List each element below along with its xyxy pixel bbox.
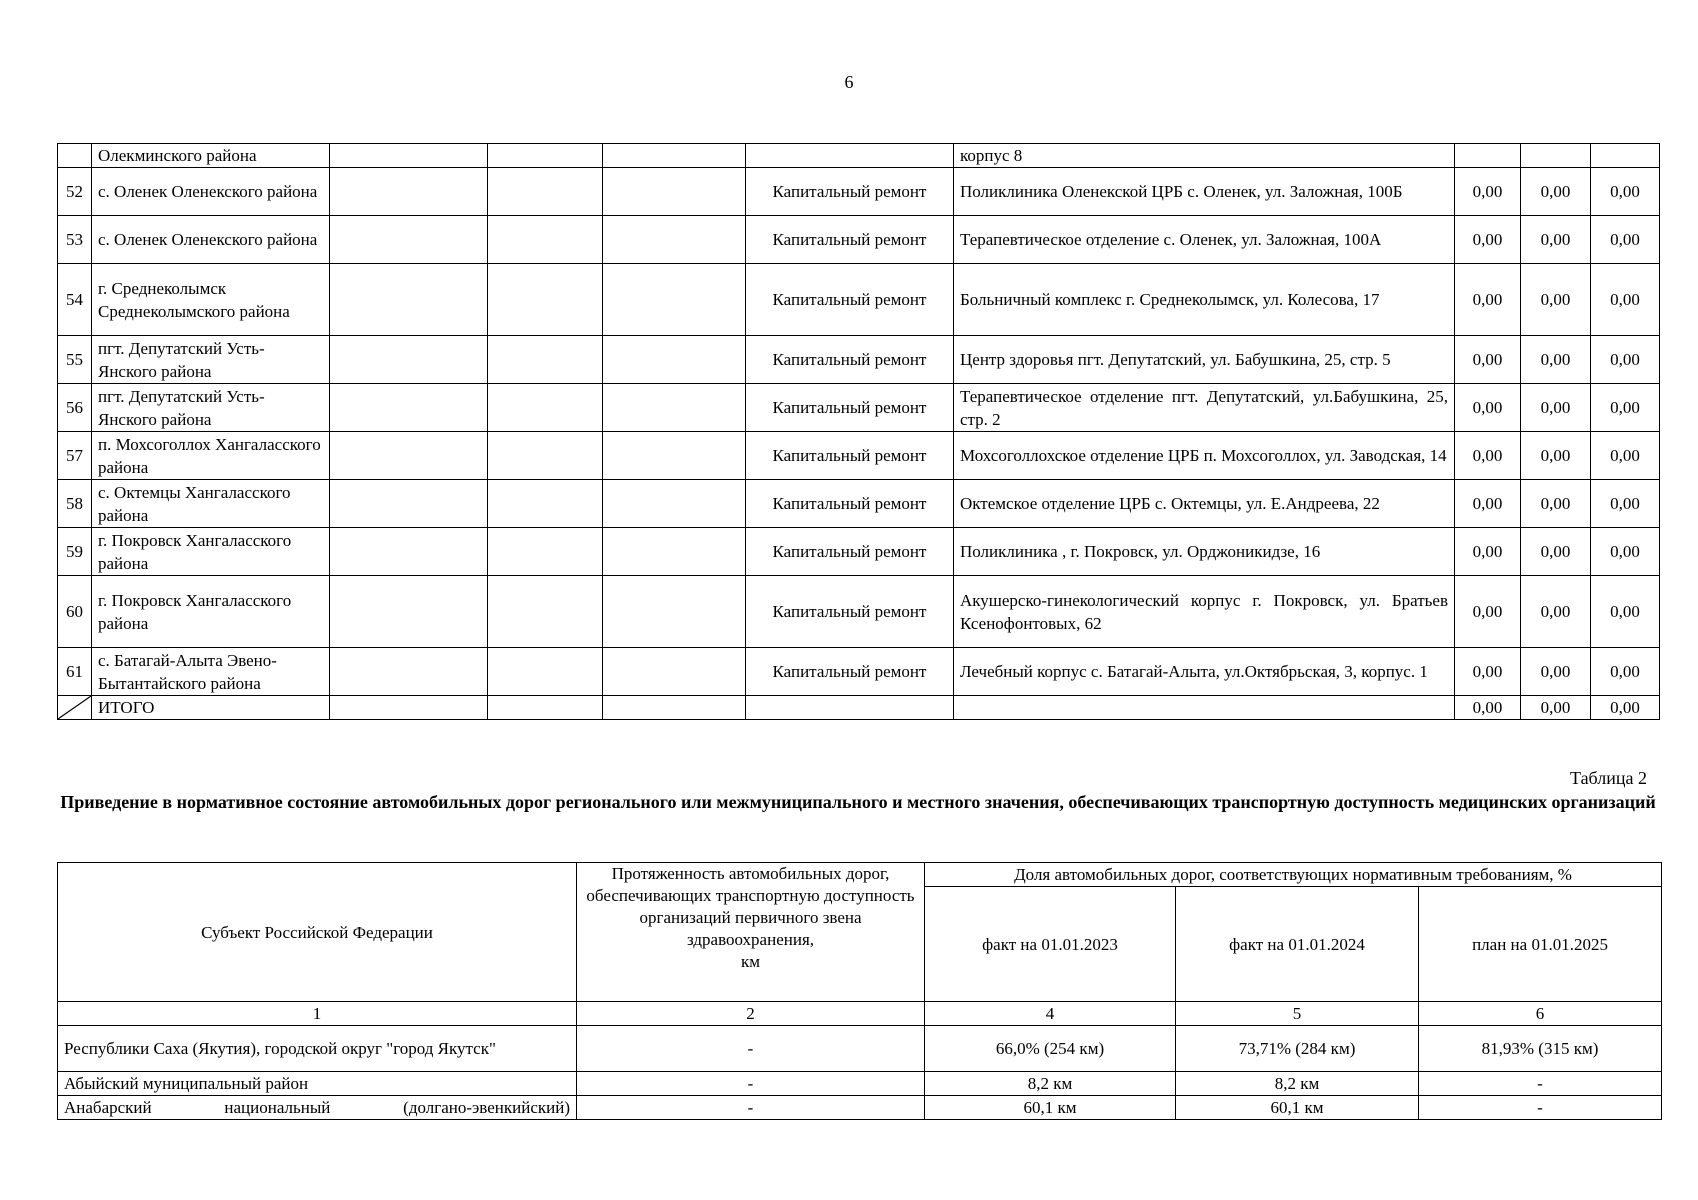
table-row (58, 1072, 1662, 1096)
settlement-name: г. Среднеколымск Среднеколымского района (92, 264, 330, 336)
empty-cell (603, 576, 746, 648)
settlement-name: п. Мохсоголлох Хангаласского района (92, 432, 330, 480)
empty-cell (330, 480, 488, 528)
empty-cell (603, 336, 746, 384)
value-cell: 0,00 (1455, 384, 1521, 432)
header-row (58, 863, 1662, 887)
row-number: 52 (58, 168, 92, 216)
column-number-row (58, 1002, 1662, 1026)
empty-cell (488, 336, 603, 384)
subject-name: Абыйский муниципальный район (58, 1072, 577, 1096)
value-cell: 0,00 (1591, 648, 1660, 696)
empty-cell (603, 528, 746, 576)
empty-cell (488, 168, 603, 216)
facility-address: Больничный комплекс г. Среднеколымск, ул. Колесова, 17 (954, 264, 1455, 336)
work-type: Капитальный ремонт (746, 336, 954, 384)
total-value: 0,00 (1591, 696, 1660, 720)
value-cell: 0,00 (1591, 216, 1660, 264)
table-row (58, 216, 1660, 264)
work-type: Капитальный ремонт (746, 264, 954, 336)
empty-cell (488, 384, 603, 432)
empty-cell (330, 384, 488, 432)
fact-2023: 66,0% (254 км) (925, 1026, 1176, 1072)
plan-2025: - (1419, 1072, 1662, 1096)
settlement-name: с. Оленек Оленекского района (92, 168, 330, 216)
empty-cell (488, 216, 603, 264)
empty-cell (603, 480, 746, 528)
settlement-name: Олекминского района (92, 144, 330, 168)
work-type: Капитальный ремонт (746, 384, 954, 432)
value-cell: 0,00 (1521, 168, 1591, 216)
value-cell (1521, 144, 1591, 168)
empty-cell (330, 168, 488, 216)
empty-cell (330, 264, 488, 336)
row-number: 59 (58, 528, 92, 576)
total-value: 0,00 (1521, 696, 1591, 720)
table-row (58, 1026, 1662, 1072)
work-type: Капитальный ремонт (746, 168, 954, 216)
empty-cell (603, 168, 746, 216)
header-fact-2023: факт на 01.01.2023 (925, 887, 1176, 1002)
value-cell: 0,00 (1591, 528, 1660, 576)
table-title: Приведение в нормативное состояние автомобильных дорог регионального или межмуниципального и местного значения, обеспечивающих транспортную доступность медицинских организаций (60, 792, 1656, 812)
settlement-name: с. Октемцы Хангаласского района (92, 480, 330, 528)
row-number: 60 (58, 576, 92, 648)
table-row (58, 432, 1660, 480)
plan-2025: 81,93% (315 км) (1419, 1026, 1662, 1072)
header-length (577, 863, 925, 1002)
value-cell: 0,00 (1521, 576, 1591, 648)
table-row (58, 480, 1660, 528)
column-number: 6 (1419, 1002, 1662, 1026)
empty-cell (603, 696, 746, 720)
diagonal-cell (58, 696, 92, 720)
empty-cell (603, 648, 746, 696)
header-length-unit: км (740, 952, 761, 971)
value-cell: 0,00 (1591, 264, 1660, 336)
empty-cell (488, 432, 603, 480)
facility-address: Поликлиника Оленекской ЦРБ с. Оленек, ул. Заложная, 100Б (954, 168, 1455, 216)
total-row (58, 696, 1660, 720)
work-type: Капитальный ремонт (746, 576, 954, 648)
page-number: 6 (844, 72, 854, 92)
table-row (58, 264, 1660, 336)
total-label: ИТОГО (92, 696, 330, 720)
value-cell: 0,00 (1521, 216, 1591, 264)
settlement-name: г. Покровск Хангаласского района (92, 576, 330, 648)
table-row (58, 384, 1660, 432)
value-cell (1455, 144, 1521, 168)
empty-cell (330, 336, 488, 384)
column-number: 5 (1176, 1002, 1419, 1026)
road-length: - (577, 1096, 925, 1120)
table-row (58, 576, 1660, 648)
table-row (58, 648, 1660, 696)
empty-cell (488, 264, 603, 336)
plan-2025: - (1419, 1096, 1662, 1120)
value-cell: 0,00 (1591, 384, 1660, 432)
work-type: Капитальный ремонт (746, 216, 954, 264)
table-row (58, 528, 1660, 576)
value-cell: 0,00 (1521, 432, 1591, 480)
facilities-table (57, 143, 1660, 720)
settlement-name: пгт. Депутатский Усть-Янского района (92, 384, 330, 432)
roads-table (57, 862, 1662, 1120)
facility-address: Терапевтическое отделение с. Оленек, ул. Заложная, 100А (954, 216, 1455, 264)
subject-name: Республики Саха (Якутия), городской округ "город Якутск" (58, 1026, 577, 1072)
empty-cell (330, 696, 488, 720)
settlement-name: г. Покровск Хангаласского района (92, 528, 330, 576)
work-type (746, 144, 954, 168)
facility-address: Терапевтическое отделение пгт. Депутатский, ул.Бабушкина, 25, стр. 2 (954, 384, 1455, 432)
fact-2023: 8,2 км (925, 1072, 1176, 1096)
fact-2023: 60,1 км (925, 1096, 1176, 1120)
facility-address: корпус 8 (954, 144, 1455, 168)
row-number: 58 (58, 480, 92, 528)
empty-cell (603, 144, 746, 168)
empty-cell (488, 528, 603, 576)
value-cell: 0,00 (1591, 576, 1660, 648)
value-cell: 0,00 (1521, 648, 1591, 696)
header-length-text: Протяженность автомобильных дорог, обеспечивающих транспортную доступность организаций первичного звена здравоохранения, (586, 864, 915, 949)
value-cell: 0,00 (1521, 264, 1591, 336)
empty-cell (603, 384, 746, 432)
value-cell: 0,00 (1455, 528, 1521, 576)
value-cell: 0,00 (1455, 432, 1521, 480)
road-length: - (577, 1026, 925, 1072)
empty-cell (330, 648, 488, 696)
table-row (58, 336, 1660, 384)
empty-cell (746, 696, 954, 720)
table-row (58, 1096, 1662, 1120)
work-type: Капитальный ремонт (746, 528, 954, 576)
row-number (58, 144, 92, 168)
value-cell: 0,00 (1455, 576, 1521, 648)
header-plan-2025: план на 01.01.2025 (1419, 887, 1662, 1002)
settlement-name: пгт. Депутатский Усть-Янского района (92, 336, 330, 384)
value-cell: 0,00 (1521, 528, 1591, 576)
settlement-name: с. Батагай-Алыта Эвено-Бытантайского района (92, 648, 330, 696)
table-row (58, 144, 1660, 168)
header-fact-2024: факт на 01.01.2024 (1176, 887, 1419, 1002)
row-number: 54 (58, 264, 92, 336)
empty-cell (330, 432, 488, 480)
value-cell: 0,00 (1455, 264, 1521, 336)
fact-2024: 73,71% (284 км) (1176, 1026, 1419, 1072)
table-label: Таблица 2 (1570, 768, 1647, 788)
header-share: Доля автомобильных дорог, соответствующих нормативным требованиям, % (925, 863, 1662, 887)
work-type: Капитальный ремонт (746, 480, 954, 528)
facility-address: Октемское отделение ЦРБ с. Октемцы, ул. Е.Андреева, 22 (954, 480, 1455, 528)
header-subject: Субъект Российской Федерации (58, 863, 577, 1002)
row-number: 53 (58, 216, 92, 264)
row-number: 55 (58, 336, 92, 384)
subject-name: Анабарский национальный (долгано-эвенкийский) (58, 1096, 577, 1120)
fact-2024: 8,2 км (1176, 1072, 1419, 1096)
empty-cell (488, 480, 603, 528)
total-value: 0,00 (1455, 696, 1521, 720)
table-row (58, 168, 1660, 216)
facility-address: Центр здоровья пгт. Депутатский, ул. Бабушкина, 25, стр. 5 (954, 336, 1455, 384)
settlement-name: с. Оленек Оленекского района (92, 216, 330, 264)
value-cell: 0,00 (1455, 648, 1521, 696)
work-type: Капитальный ремонт (746, 432, 954, 480)
empty-cell (954, 696, 1455, 720)
empty-cell (603, 264, 746, 336)
value-cell: 0,00 (1591, 336, 1660, 384)
column-number: 1 (58, 1002, 577, 1026)
value-cell: 0,00 (1455, 480, 1521, 528)
row-number: 57 (58, 432, 92, 480)
value-cell: 0,00 (1521, 384, 1591, 432)
value-cell: 0,00 (1455, 216, 1521, 264)
empty-cell (488, 696, 603, 720)
diagonal-line-icon (58, 696, 91, 719)
value-cell: 0,00 (1455, 336, 1521, 384)
empty-cell (330, 216, 488, 264)
value-cell: 0,00 (1521, 336, 1591, 384)
empty-cell (488, 144, 603, 168)
empty-cell (488, 576, 603, 648)
empty-cell (488, 648, 603, 696)
value-cell: 0,00 (1521, 480, 1591, 528)
empty-cell (603, 216, 746, 264)
facility-address: Мохсоголлохское отделение ЦРБ п. Мохсоголлох, ул. Заводская, 14 (954, 432, 1455, 480)
work-type: Капитальный ремонт (746, 648, 954, 696)
road-length: - (577, 1072, 925, 1096)
value-cell: 0,00 (1591, 168, 1660, 216)
empty-cell (330, 576, 488, 648)
value-cell: 0,00 (1455, 168, 1521, 216)
empty-cell (330, 144, 488, 168)
column-number: 4 (925, 1002, 1176, 1026)
empty-cell (603, 432, 746, 480)
row-number: 61 (58, 648, 92, 696)
value-cell: 0,00 (1591, 480, 1660, 528)
value-cell: 0,00 (1591, 432, 1660, 480)
facility-address: Акушерско-гинекологический корпус г. Покровск, ул. Братьев Ксенофонтовых, 62 (954, 576, 1455, 648)
facility-address: Лечебный корпус с. Батагай-Алыта, ул.Октябрьская, 3, корпус. 1 (954, 648, 1455, 696)
row-number: 56 (58, 384, 92, 432)
facility-address: Поликлиника , г. Покровск, ул. Орджоникидзе, 16 (954, 528, 1455, 576)
column-number: 2 (577, 1002, 925, 1026)
empty-cell (330, 528, 488, 576)
fact-2024: 60,1 км (1176, 1096, 1419, 1120)
value-cell (1591, 144, 1660, 168)
